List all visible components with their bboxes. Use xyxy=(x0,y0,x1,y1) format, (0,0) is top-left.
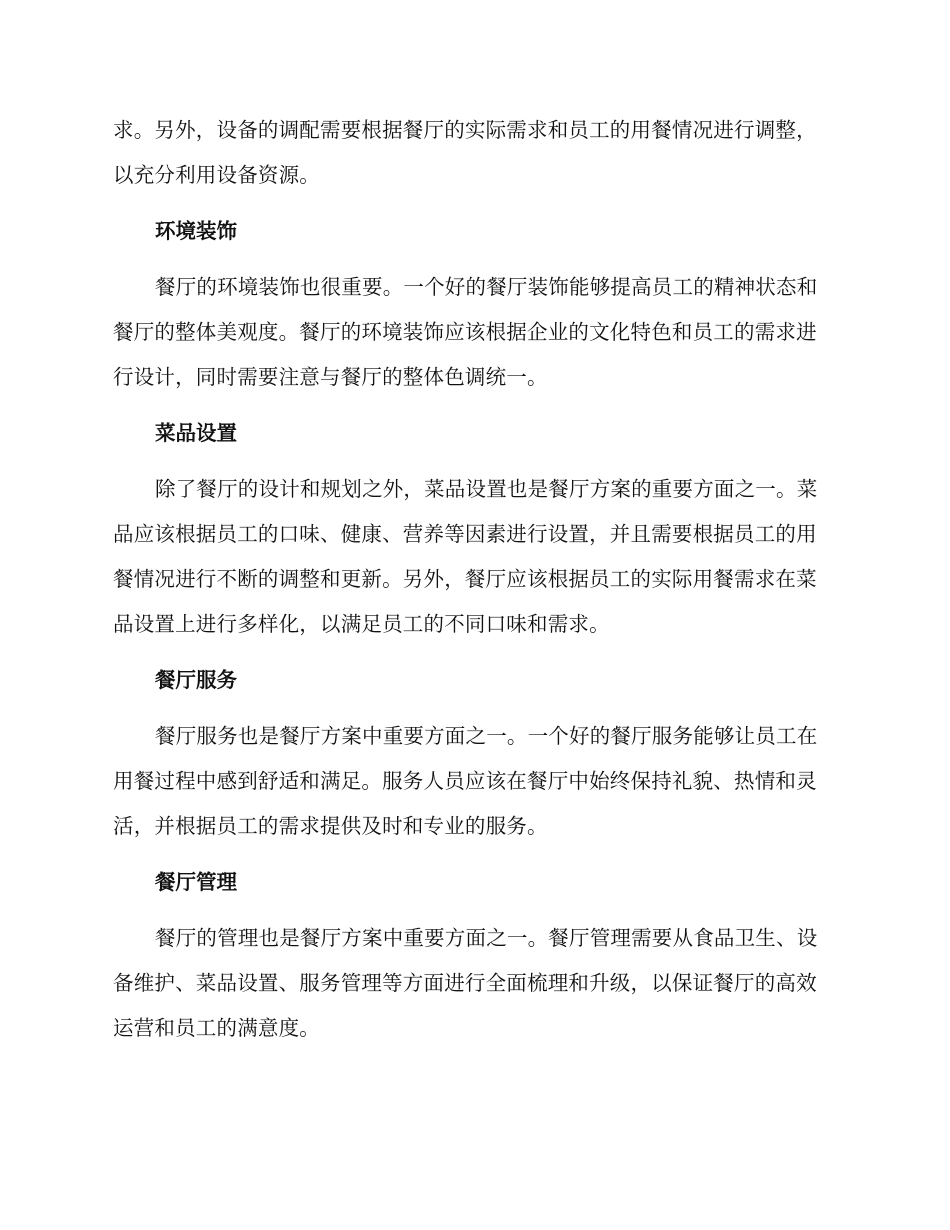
section-heading-environment-decoration: 环境装饰 xyxy=(155,219,237,243)
section-body-restaurant-management: 餐厅的管理也是餐厅方案中重要方面之一。餐厅管理需要从食品卫生、设备维护、菜品设置、服务管理等方面进行全面梳理和升级，以保证餐厅的高效运营和员工的满意度。 xyxy=(113,926,818,1040)
section-heading-menu-setting: 菜品设置 xyxy=(155,421,237,445)
section-heading-restaurant-management: 餐厅管理 xyxy=(155,870,237,894)
section-body-menu-setting: 除了餐厅的设计和规划之外，菜品设置也是餐厅方案的重要方面之一。菜品应该根据员工的口味、健康、营养等因素进行设置，并且需要根据员工的用餐情况进行不断的调整和更新。另外，餐厅应该根据员工的实际用餐需求在菜品设置上进行多样化，以满足员工的不同口味和需求。 xyxy=(113,477,818,636)
document-page xyxy=(113,108,837,1051)
intro-continuation-paragraph: 求。另外，设备的调配需要根据餐厅的实际需求和员工的用餐情况进行调整，以充分利用设备资源。 xyxy=(113,118,817,187)
section-body-restaurant-service: 餐厅服务也是餐厅方案中重要方面之一。一个好的餐厅服务能够让员工在用餐过程中感到舒适和满足。服务人员应该在餐厅中始终保持礼貌、热情和灵活，并根据员工的需求提供及时和专业的服务。 xyxy=(113,724,818,838)
section-body-environment-decoration: 餐厅的环境装饰也很重要。一个好的餐厅装饰能够提高员工的精神状态和餐厅的整体美观度。餐厅的环境装饰应该根据企业的文化特色和员工的需求进行设计，同时需要注意与餐厅的整体色调统一。 xyxy=(113,275,818,389)
section-heading-restaurant-service: 餐厅服务 xyxy=(155,668,237,692)
